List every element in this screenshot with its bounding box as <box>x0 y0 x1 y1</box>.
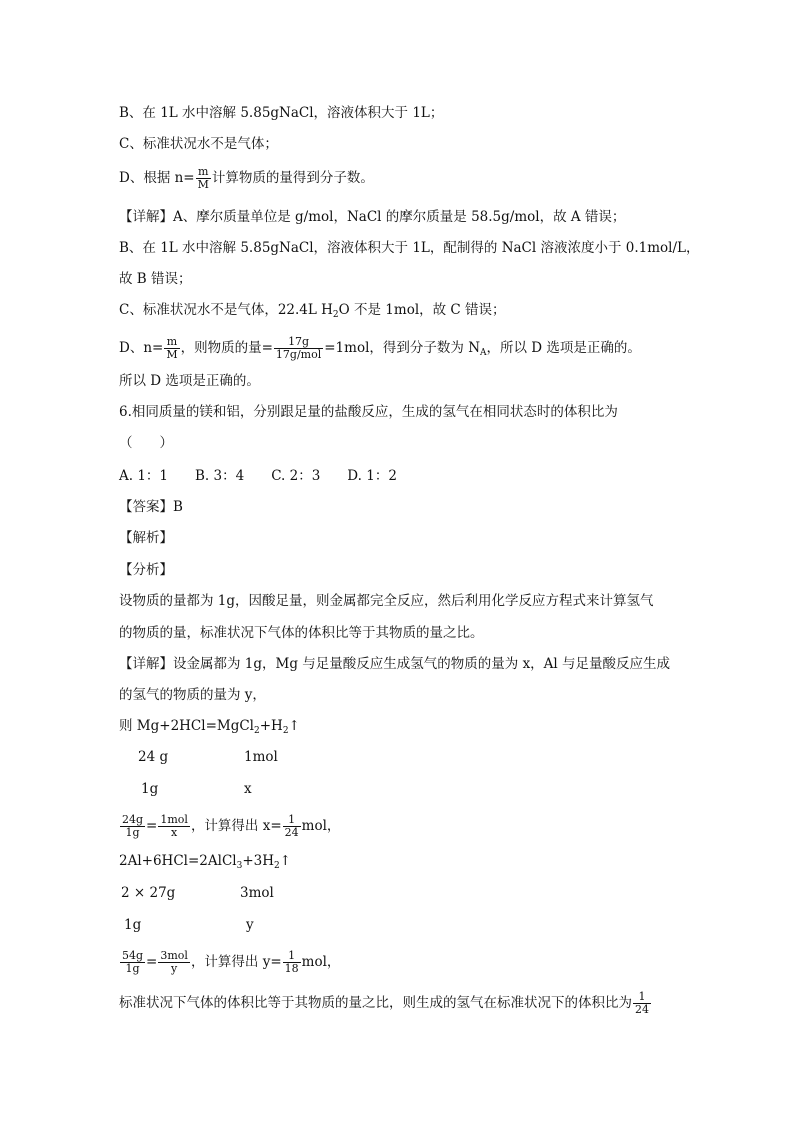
ratio-cell: 24 g <box>138 749 169 765</box>
text-span: ，则物质的量= <box>180 340 273 356</box>
text-span: ，计算得出 x= <box>190 818 282 834</box>
ratio-cell: x <box>244 781 252 797</box>
fraction-numerator: 1mol <box>160 813 188 826</box>
fraction-numerator: m <box>164 336 179 349</box>
text-span: 则 Mg+2HCl=MgCl <box>119 718 254 734</box>
proportion <box>119 814 340 839</box>
text-span: 计算物质的量得到分子数。 <box>211 170 374 186</box>
text-span: ↑ <box>279 853 292 869</box>
fraction-denominator: 17g/mol <box>275 348 322 361</box>
fraction <box>158 814 190 839</box>
text-span: =1mol，得到分子数为 N <box>324 340 481 356</box>
ratio-cell: y <box>246 917 254 933</box>
question-title: 6.相同质量的镁和铝，分别跟足量的盐酸反应，生成的氢气在相同状态时的体积比为 <box>119 404 618 420</box>
text-span: C、标准状况水不是气体，22.4L H <box>119 302 333 318</box>
ratio-cell: 3mol <box>240 885 274 901</box>
section-heading: 【解析】 <box>119 530 173 546</box>
fraction-numerator: 3mol <box>160 949 188 962</box>
text-span: mol， <box>301 818 341 834</box>
fraction-denominator: 1g <box>125 962 140 975</box>
fraction <box>164 336 179 361</box>
text-span: +H <box>259 718 283 734</box>
options: A. 1：1 B. 3：4 C. 2：3 D. 1：2 <box>119 468 397 484</box>
text-line: 【详解】设金属都为 1g，Mg 与足量酸反应生成氢气的物质的量为 x，Al 与足量酸反应生成 <box>119 656 671 672</box>
text-line: 设物质的量都为 1g，因酸足量，则金属都完全反应，然后利用化学反应方程式来计算氢气 <box>119 593 654 609</box>
fraction-denominator: 24 <box>635 1003 649 1016</box>
fraction <box>196 166 211 191</box>
fraction <box>158 950 190 975</box>
subscript: 2 <box>274 861 280 871</box>
fraction-numerator: 17g <box>274 336 323 349</box>
text-line: B、在 1L 水中溶解 5.85gNaCl，溶液体积大于 1L； <box>119 105 444 121</box>
text-line: 的物质的量，标准状况下气体的体积比等于其物质的量之比。 <box>119 625 484 641</box>
text-span: O 不是 1mol，故 C 错误； <box>338 302 506 318</box>
equation <box>119 852 291 870</box>
text-span: 标准状况下气体的体积比等于其物质的量之比，则生成的氢气在标准状况下的体积比为 <box>119 995 632 1011</box>
fraction-numerator: 24g <box>122 813 144 826</box>
subscript: 2 <box>332 310 339 320</box>
fraction <box>120 814 145 839</box>
ratio-cell: 1g <box>141 781 159 797</box>
text-line: 【详解】A、摩尔质量单位是 g/mol，NaCl 的摩尔质量是 58.5g/mol，故 A 错误； <box>119 209 626 225</box>
fraction-denominator: 24 <box>284 826 299 839</box>
subscript: 3 <box>236 861 243 871</box>
proportion <box>119 950 340 975</box>
fraction-denominator: 18 <box>284 962 299 975</box>
fraction-numerator: 54g <box>122 949 144 962</box>
text-line: 的氢气的物质的量为 y， <box>119 687 266 703</box>
fraction-denominator: 1g <box>125 826 140 839</box>
text-span: ，所以 D 选项是正确的。 <box>486 340 641 356</box>
fraction <box>120 950 145 975</box>
fraction-denominator: x <box>171 826 178 839</box>
text-span: = <box>146 954 158 970</box>
answer-blank: （ ） <box>119 435 173 451</box>
text-span: D、根据 n= <box>119 170 195 186</box>
text-span: ↑ <box>288 718 300 734</box>
text-line: 所以 D 选项是正确的。 <box>119 373 260 389</box>
text-line <box>119 166 374 191</box>
ratio-cell: 2 × 27g <box>121 885 176 901</box>
fraction-numerator: m <box>196 166 211 179</box>
subscript: A <box>480 348 487 358</box>
text-span: mol， <box>301 954 341 970</box>
text-line <box>119 991 652 1016</box>
text-line: C、标准状况水不是气体； <box>119 136 278 152</box>
text-span: 2Al+6HCl=2AlCl <box>119 853 237 869</box>
text-span: ，计算得出 y= <box>190 954 282 970</box>
text-span: = <box>146 818 158 834</box>
fraction-denominator: M <box>197 178 209 191</box>
ratio-cell: 1mol <box>244 749 278 765</box>
fraction <box>283 814 301 839</box>
text-line: B、在 1L 水中溶解 5.85gNaCl，溶液体积大于 1L，配制得的 NaCl 溶液浓度小于 0.1mol/L， <box>119 240 700 256</box>
fraction-denominator: y <box>171 962 178 975</box>
fraction-numerator: 1 <box>283 950 301 963</box>
subscript: 2 <box>282 726 289 736</box>
ratio-cell: 1g <box>124 917 142 933</box>
text-line <box>119 301 506 319</box>
subscript: 2 <box>254 726 260 736</box>
answer: 【答案】B <box>119 499 183 515</box>
text-line <box>119 336 641 361</box>
section-heading: 【分析】 <box>119 562 173 578</box>
fraction-numerator: 1 <box>633 991 651 1004</box>
text-line: 故 B 错误； <box>119 271 192 287</box>
text-span: D、n= <box>119 340 164 356</box>
fraction-numerator: 1 <box>283 814 301 827</box>
fraction <box>633 991 651 1016</box>
equation <box>119 717 300 735</box>
fraction <box>283 950 301 975</box>
fraction-denominator: M <box>166 348 178 361</box>
fraction <box>274 336 323 361</box>
text-span: +3H <box>242 853 275 869</box>
